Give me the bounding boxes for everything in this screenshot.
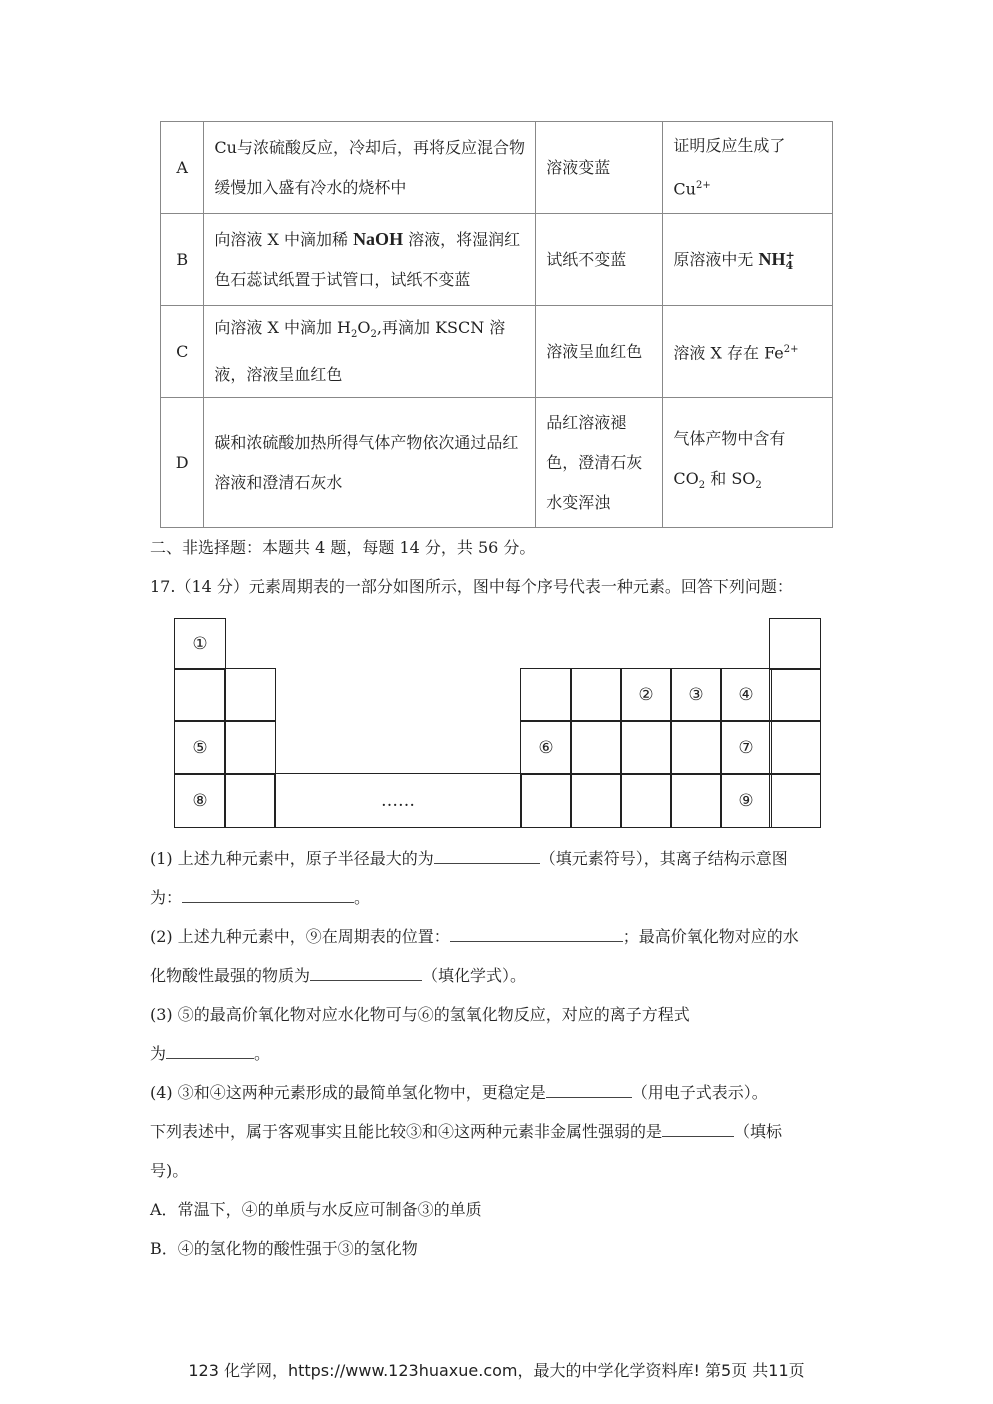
question-1-line1: (1) 上述九种元素中，原子半径最大的为 （填元素符号），其离子结构示意图 [150, 849, 788, 868]
row-label: A [161, 122, 204, 214]
section-title: 二、非选择题：本题共 4 题，每题 14 分，共 56 分。 [150, 538, 536, 557]
element-cell [769, 773, 821, 828]
element-cell [174, 668, 226, 722]
question-4-line1: (4) ③和④这两种元素形成的最简单氢化物中，更稳定是 （用电子式表示）。 [150, 1083, 768, 1102]
phenomenon-cell: 品红溶液褪色，澄清石灰水变浑浊 [536, 398, 663, 528]
element-cell [224, 668, 276, 722]
element-cell [769, 618, 821, 670]
question-4-line3: 号)。 [150, 1161, 189, 1180]
question-2-line2: 化物酸性最强的物质为 （填化学式）。 [150, 966, 527, 985]
element-cell [620, 773, 672, 828]
conclusion-cell: 气体产物中含有 $CO_2$ 和 $SO_2$ [663, 398, 833, 528]
table-row [161, 306, 833, 398]
table-row [161, 214, 833, 306]
element-cell-4: ④ [720, 668, 772, 722]
element-cell [620, 720, 672, 775]
phenomenon-cell: 溶液变蓝 [536, 122, 663, 214]
element-cell-9: ⑨ [720, 773, 772, 828]
element-cell [224, 773, 276, 828]
operation-cell: 向溶液 X 中滴加稀 NaOH 溶液，将湿润红色石蕊试纸置于试管口，试纸不变蓝 [204, 214, 536, 306]
element-cell [769, 720, 821, 775]
element-cell [520, 668, 572, 722]
answer-blank[interactable] [434, 849, 540, 864]
operation-cell: Cu与浓硫酸反应，冷却后，再将反应混合物缓慢加入盛有冷水的烧杯中 [204, 122, 536, 214]
element-cell [769, 668, 821, 722]
table-row [161, 122, 833, 214]
ellipsis-cell: …… [274, 773, 522, 828]
element-cell-2: ② [620, 668, 672, 722]
question-2-line1: (2) 上述九种元素中，⑨在周期表的位置： ；最高价氧化物对应的水 [150, 927, 799, 946]
element-cell [224, 720, 276, 775]
element-cell [570, 720, 622, 775]
phenomenon-cell: 试纸不变蓝 [536, 214, 663, 306]
question-1-line2: 为： 。 [150, 888, 371, 907]
conclusion-cell: 原溶液中无 NH+ 4 [663, 214, 833, 306]
conclusion-cell: 证明反应生成了 $Cu^{2+}$ [663, 122, 833, 214]
element-cell-6: ⑥ [520, 720, 572, 775]
table-row [161, 398, 833, 528]
answer-blank[interactable] [182, 888, 354, 903]
answer-blank[interactable] [450, 927, 623, 942]
question-3-line2: 为 。 [150, 1044, 271, 1063]
element-cell-5: ⑤ [174, 720, 226, 775]
row-label: B [161, 214, 204, 306]
element-cell [670, 720, 722, 775]
element-cell [520, 773, 572, 828]
element-cell-8: ⑧ [174, 773, 226, 828]
element-cell-1: ① [174, 618, 226, 670]
phenomenon-cell: 溶液呈血红色 [536, 306, 663, 398]
row-label: D [161, 398, 204, 528]
answer-blank[interactable] [546, 1083, 632, 1098]
page-footer: 123 化学网，https://www.123huaxue.com，最大的中学化学资料库! 第5页 共11页 [188, 1361, 805, 1380]
option-a: A．常温下，④的单质与水反应可制备③的单质 [150, 1200, 482, 1219]
element-cell [570, 668, 622, 722]
element-cell-7: ⑦ [720, 720, 772, 775]
option-b: B．④的氢化物的酸性强于③的氢化物 [150, 1239, 418, 1258]
answer-blank[interactable] [166, 1044, 254, 1059]
element-cell-3: ③ [670, 668, 722, 722]
conclusion-cell: 溶液 X 存在 $Fe^{2+}$ [663, 306, 833, 398]
element-cell [670, 773, 722, 828]
question-4-line2: 下列表述中，属于客观事实且能比较③和④这两种元素非金属性强弱的是 （填标 [150, 1122, 783, 1141]
operation-cell: 向溶液 X 中滴加 $H_2O_2$,再滴加 KSCN 溶液，溶液呈血红色 [204, 306, 536, 398]
row-label: C [161, 306, 204, 398]
element-cell [570, 773, 622, 828]
question-3-line1: (3) ⑤的最高价氧化物对应水化物可与⑥的氢氧化物反应，对应的离子方程式 [150, 1005, 690, 1024]
options-table [160, 121, 833, 528]
question-17-intro: 17.（14 分）元素周期表的一部分如图所示，图中每个序号代表一种元素。回答下列问题： [150, 577, 793, 596]
answer-blank[interactable] [662, 1122, 734, 1137]
answer-blank[interactable] [310, 966, 422, 981]
operation-cell: 碳和浓硫酸加热所得气体产物依次通过品红溶液和澄清石灰水 [204, 398, 536, 528]
